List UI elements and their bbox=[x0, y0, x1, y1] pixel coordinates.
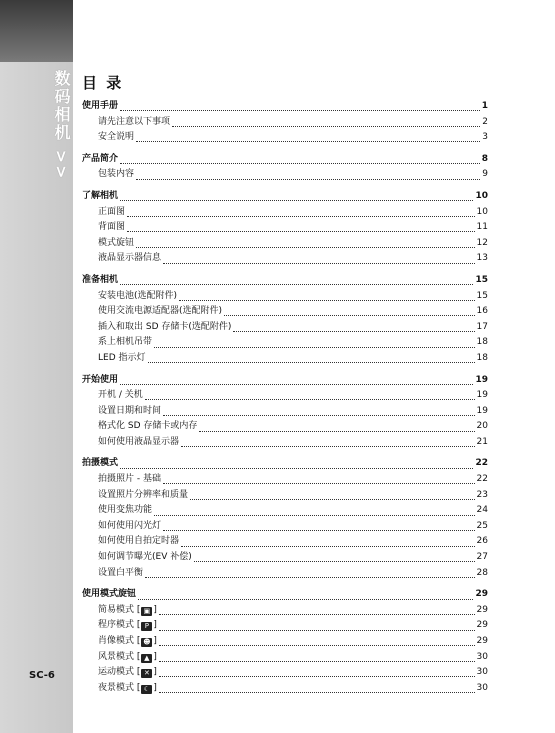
toc-entry-label: 安全说明 bbox=[98, 132, 135, 143]
toc-entry-label: 请先注意以下事项 bbox=[98, 116, 171, 127]
sidebar-header-band bbox=[0, 0, 73, 62]
dot-leader bbox=[145, 577, 475, 578]
dot-leader bbox=[159, 676, 475, 677]
toc-entry-bracket: ] bbox=[153, 651, 157, 662]
toc-page-number: 23 bbox=[476, 489, 488, 500]
toc-page-number: 30 bbox=[476, 651, 488, 662]
night-mode-icon: ☾ bbox=[141, 685, 152, 694]
dot-leader bbox=[224, 315, 475, 316]
toc-page-number: 9 bbox=[482, 169, 488, 180]
toc-entry-bracket: ] bbox=[153, 620, 157, 631]
toc-heading-label: 开始使用 bbox=[82, 374, 119, 385]
toc-page-number: 20 bbox=[476, 421, 488, 432]
toc-entry-label: 使用变焦功能 bbox=[98, 505, 153, 516]
toc-entry[interactable] bbox=[82, 289, 488, 305]
toc-page-number: 17 bbox=[476, 321, 488, 332]
toc-section bbox=[82, 373, 488, 451]
toc-entry[interactable] bbox=[82, 435, 488, 451]
toc-page-number: 29 bbox=[476, 636, 488, 646]
toc-page-number: 28 bbox=[476, 567, 488, 578]
toc-page-number: 13 bbox=[476, 253, 488, 264]
toc-entry-label: 背面图 bbox=[98, 222, 126, 233]
toc-section-heading[interactable] bbox=[82, 189, 488, 205]
toc-page-number: 18 bbox=[476, 352, 488, 363]
toc-entry-label: 肖像模式 [ bbox=[98, 636, 141, 646]
dot-leader bbox=[127, 216, 475, 217]
toc-entry[interactable] bbox=[82, 236, 488, 252]
toc-heading-label: 了解相机 bbox=[82, 190, 119, 201]
toc-entry-label: 如何使用自拍定时器 bbox=[98, 536, 180, 547]
toc-title: 目 录 bbox=[82, 74, 124, 92]
toc-entry[interactable] bbox=[82, 388, 488, 404]
dot-leader bbox=[159, 692, 475, 693]
portrait-mode-icon: ☻ bbox=[143, 638, 151, 646]
toc-page-number: 15 bbox=[476, 290, 488, 301]
toc-section bbox=[82, 273, 488, 367]
dot-leader bbox=[199, 431, 474, 432]
toc-page-number: 10 bbox=[476, 206, 488, 217]
sidebar-label: 数码相机 >> bbox=[52, 70, 71, 181]
sidebar bbox=[0, 0, 73, 733]
toc-entry[interactable] bbox=[82, 488, 488, 504]
dot-leader bbox=[136, 141, 480, 142]
toc-page-number: 11 bbox=[476, 222, 488, 233]
toc-entry-label: 夜景模式 [ bbox=[98, 682, 141, 693]
toc-entry[interactable] bbox=[82, 115, 488, 131]
toc-heading-label: 使用模式旋钮 bbox=[82, 589, 137, 600]
dot-leader bbox=[163, 483, 475, 484]
toc-entry[interactable] bbox=[82, 681, 488, 697]
dot-leader bbox=[136, 179, 480, 180]
toc-page-number: 16 bbox=[476, 306, 488, 317]
toc-page-number: 15 bbox=[475, 274, 488, 285]
dot-leader bbox=[120, 468, 473, 469]
toc-entry[interactable] bbox=[82, 167, 488, 183]
toc-section bbox=[82, 152, 488, 183]
toc-page-number: 29 bbox=[476, 604, 488, 615]
sport-mode-icon: ✕ bbox=[141, 669, 152, 678]
toc-page-number: 1 bbox=[481, 101, 488, 111]
toc-entry-label: 运动模式 [ bbox=[98, 667, 141, 678]
toc-entry[interactable] bbox=[82, 205, 488, 221]
dot-leader bbox=[163, 415, 475, 416]
dot-leader bbox=[145, 399, 475, 400]
toc-section bbox=[82, 456, 488, 581]
program-mode-icon: P bbox=[141, 622, 152, 631]
dot-leader bbox=[190, 499, 475, 500]
toc-heading-label: 准备相机 bbox=[82, 274, 119, 285]
toc-section-heading[interactable] bbox=[82, 456, 488, 472]
easy-mode-icon: ▣ bbox=[141, 607, 152, 616]
toc-entry[interactable] bbox=[82, 320, 488, 336]
toc-page-number: 25 bbox=[476, 520, 488, 531]
toc-entry-bracket: ] bbox=[153, 667, 157, 678]
toc-page-number: 30 bbox=[476, 682, 488, 693]
toc-entry[interactable] bbox=[82, 665, 488, 681]
toc-entry-label: 包装内容 bbox=[98, 169, 135, 180]
toc-entry[interactable] bbox=[82, 130, 488, 146]
toc-page-number: 29 bbox=[475, 589, 488, 600]
toc-entry[interactable] bbox=[82, 503, 488, 519]
toc-entry-bracket: ] bbox=[153, 682, 157, 693]
toc-page-number: 19 bbox=[476, 390, 488, 401]
toc-page-number: 22 bbox=[475, 458, 488, 469]
toc-entry-label: 液晶显示器信息 bbox=[98, 253, 162, 264]
toc-entry-label: 模式旋钮 bbox=[98, 237, 135, 248]
toc-page-number: 29 bbox=[476, 620, 488, 631]
toc-page-number: 3 bbox=[482, 132, 488, 143]
toc-entry[interactable] bbox=[82, 404, 488, 420]
dot-leader bbox=[120, 200, 473, 201]
toc-entry[interactable] bbox=[82, 472, 488, 488]
toc-entry-label: 简易模式 [ bbox=[98, 604, 141, 615]
dot-leader bbox=[120, 384, 473, 385]
toc-entry-label: 系上相机吊带 bbox=[98, 337, 153, 348]
dot-leader bbox=[179, 300, 475, 301]
dot-leader bbox=[159, 630, 475, 631]
toc-entry-label: 程序模式 [ bbox=[98, 620, 141, 631]
toc-entry-label: LED 指示灯 bbox=[98, 352, 146, 363]
toc-entry[interactable] bbox=[82, 634, 488, 650]
toc-entry-label: 风景模式 [ bbox=[98, 651, 141, 662]
toc-entry-bracket: ] bbox=[153, 604, 157, 615]
toc-section-heading[interactable] bbox=[82, 273, 488, 289]
toc-section-heading[interactable] bbox=[82, 152, 488, 168]
toc-page-number: 18 bbox=[476, 337, 488, 348]
toc-entry-label: 拍摄照片 - 基础 bbox=[98, 474, 161, 485]
toc-page-number: 10 bbox=[475, 190, 488, 201]
dot-leader bbox=[233, 331, 474, 332]
toc-entry-label: 如何调节曝光(EV 补偿) bbox=[98, 552, 192, 563]
toc-entry[interactable] bbox=[82, 618, 488, 634]
dot-leader bbox=[154, 515, 475, 516]
dot-leader bbox=[138, 599, 473, 600]
dot-leader bbox=[163, 530, 475, 531]
toc-entry-label: 如何使用闪光灯 bbox=[98, 520, 162, 531]
dot-leader bbox=[159, 645, 475, 646]
toc-heading-label: 拍摄模式 bbox=[82, 458, 119, 469]
toc-entry-bracket: ] bbox=[153, 636, 157, 646]
toc-page-number: 21 bbox=[476, 436, 488, 447]
toc-entry-label: 如何使用液晶显示器 bbox=[98, 436, 180, 447]
dot-leader bbox=[120, 110, 480, 111]
toc-entry-label: 设置日期和时间 bbox=[98, 405, 162, 416]
toc-entry[interactable] bbox=[82, 351, 488, 367]
toc-entry-label: 插入和取出 SD 存储卡(选配附件) bbox=[98, 321, 232, 332]
toc-entry[interactable] bbox=[82, 519, 488, 535]
toc-page-number: 19 bbox=[475, 374, 488, 385]
toc-entry-label: 设置白平衡 bbox=[98, 567, 144, 578]
toc-entry-label: 设置照片分辨率和质量 bbox=[98, 489, 189, 500]
toc-page-number: 2 bbox=[482, 116, 488, 127]
dot-leader bbox=[154, 347, 475, 348]
toc-page-number: 27 bbox=[476, 552, 488, 563]
toc-page-number: 8 bbox=[481, 153, 488, 164]
toc-section bbox=[82, 99, 488, 146]
dot-leader bbox=[163, 263, 475, 264]
dot-leader bbox=[120, 163, 480, 164]
dot-leader bbox=[136, 247, 475, 248]
dot-leader bbox=[127, 231, 475, 232]
toc-entry[interactable] bbox=[82, 603, 488, 619]
toc-entry[interactable] bbox=[82, 335, 488, 351]
landscape-mode-icon: ▲ bbox=[141, 654, 152, 663]
toc-heading-label: 产品简介 bbox=[82, 153, 119, 164]
toc-entry-label: 开机 / 关机 bbox=[98, 390, 143, 401]
toc-page-number: 26 bbox=[476, 536, 488, 547]
dot-leader bbox=[120, 284, 473, 285]
toc-page-number: 22 bbox=[476, 474, 488, 485]
dot-leader bbox=[181, 546, 475, 547]
page-number: SC-6 bbox=[29, 670, 55, 681]
dot-leader bbox=[159, 661, 475, 662]
toc-entry-label: 正面图 bbox=[98, 206, 126, 217]
toc-section-heading[interactable] bbox=[82, 99, 488, 115]
toc-entry[interactable] bbox=[82, 304, 488, 320]
toc-entry[interactable] bbox=[82, 566, 488, 582]
toc-section-heading[interactable] bbox=[82, 587, 488, 603]
dot-leader bbox=[181, 446, 475, 447]
toc-section bbox=[82, 189, 488, 267]
toc-heading-label: 使用手册 bbox=[82, 101, 119, 111]
toc-entry[interactable] bbox=[82, 251, 488, 267]
dot-leader bbox=[194, 561, 475, 562]
toc-section bbox=[82, 587, 488, 696]
dot-leader bbox=[172, 126, 480, 127]
toc-section-heading[interactable] bbox=[82, 373, 488, 389]
toc-entry-label: 使用交流电源适配器(选配附件) bbox=[98, 306, 223, 317]
toc-entry[interactable] bbox=[82, 550, 488, 566]
dot-leader bbox=[148, 362, 475, 363]
toc-page-number: 12 bbox=[476, 237, 488, 248]
toc-entry-label: 格式化 SD 存储卡或内存 bbox=[98, 421, 198, 432]
toc-entry[interactable] bbox=[82, 534, 488, 550]
table-of-contents bbox=[82, 99, 488, 702]
toc-entry[interactable] bbox=[82, 650, 488, 666]
toc-entry[interactable] bbox=[82, 419, 488, 435]
toc-entry-label: 安装电池(选配附件) bbox=[98, 290, 178, 301]
dot-leader bbox=[159, 614, 475, 615]
toc-page-number: 30 bbox=[476, 667, 488, 678]
toc-page-number: 19 bbox=[476, 405, 488, 416]
toc-page-number: 24 bbox=[476, 505, 488, 516]
toc-entry[interactable] bbox=[82, 220, 488, 236]
